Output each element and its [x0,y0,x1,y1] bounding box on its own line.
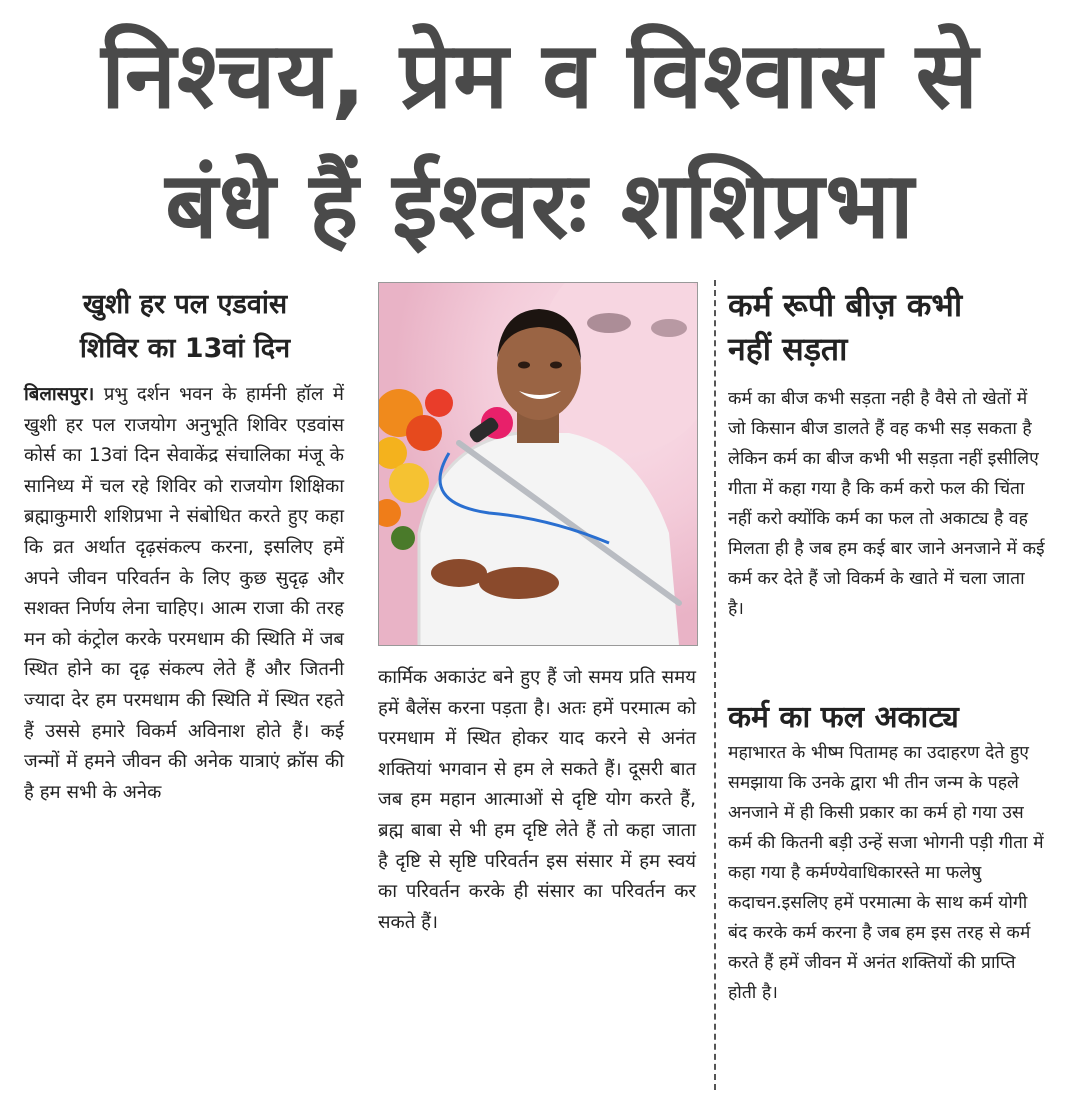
article-column-1 [24,380,344,808]
headline-line-1: निश्चय, प्रेम व विश्वास से [101,22,979,129]
subhead-line-1: खुशी हर पल एडवांस [82,289,288,320]
article-column-2: कार्मिक अकाउंट बने हुए हैं जो समय प्रति समय हमें बैलेंस करना पड़ता है। अतः हमें परमात्म को परमधाम में स्थित होकर याद करने से अनंत शक्तियां भगवान से हम ले सकते हैं। दूसरी बात जब हम महान आत्माओं से दृष्टि योग करते हैं, ब्रह्म बाबा से भी हम दृष्टि लेते हैं तो कहा जाता है दृष्टि से सृष्टि परिवर्तन इस संसार में हम स्वयं का परिवर्तन करके ही संसार का परिवर्तन कर सकते हैं। [378,667,696,933]
sidebar-heading-2: कर्म का फल अकाट्य [728,700,959,735]
column-divider [714,280,716,1090]
article-col1-text: प्रभु दर्शन भवन के हार्मनी हॉल में खुशी हर पल राजयोग अनुभूति शिविर एडवांस कोर्स का 13वां दिन सेवाकेंद्र संचालिका मंजू के सानिध्य में चल रहे शिविर को राजयोग शिक्षिका ब्रह्माकुमारी शशिप्रभा ने संबोधित करते हुए कहा कि व्रत अर्थात दृढ़संकल्प करना, इसलिए हमें अपने जीवन परिवर्तन के लिए कुछ सुदृढ़ और सशक्त निर्णय लेना चाहिए। आत्म राजा की तरह मन को कंट्रोल करके परमधाम की स्थिति में जब स्थित होने का दृढ़ संकल्प लेते हैं और जितनी ज्यादा देर हम परमधाम की स्थिति में स्थित रहते हैं उससे हमारे विकर्म अविनाश होते हैं। कई जन्मों में हमने जीवन की अनेक यात्राएं क्रॉस की है हम सभी के अनेक [24,384,344,803]
subhead-line-2: शिविर का 13वां दिन [79,333,291,364]
sidebar-heading-1 [728,283,1058,371]
sidebar-heading-1-line-2: नहीं सड़ता [728,330,848,368]
dateline: बिलासपुर। [24,384,95,405]
sidebar-heading-1-line-1: कर्म रूपी बीज़ कभी [728,286,963,324]
headline-line-2: बंधे हैं ईश्वरः शशिप्रभा [165,152,915,259]
speaker-photo [378,282,698,646]
sidebar-text-2: महाभारत के भीष्म पितामह का उदाहरण देते हुए समझाया कि उनके द्वारा भी तीन जन्म के पहले अनजाने में ही किसी प्रकार का कर्म हो गया उस कर्म की कितनी बड़ी उन्हें सजा भोगनी पड़ी गीता में कहा गया है कर्मण्येवाधिकारस्ते मा फलेषु कदाचन.इसलिए हमें परमात्मा के साथ कर्म योगी बंद करके कर्म करना है जब हम इस तरह से कर्म करते हैं हमें जीवन में अनंत शक्तियों की प्राप्ति होती है। [728,743,1044,1003]
sidebar-text-1: कर्म का बीज कभी सड़ता नही है वैसे तो खेतों में जो किसान बीज डालते हैं वह कभी सड़ सकता है लेकिन कर्म का बीज कभी भी सड़ता नहीं इसीलिए गीता में कहा गया है कि कर्म करो फल की चिंता नहीं करो क्योंकि कर्म का फल तो अकाट्य है वह मिलता ही है जब हम कई बार जाने अनजाने में कई कर्म कर देते हैं जो विकर्म के खाते में चला जाता है। [728,389,1045,619]
speaker-photo-illustration [379,283,697,645]
